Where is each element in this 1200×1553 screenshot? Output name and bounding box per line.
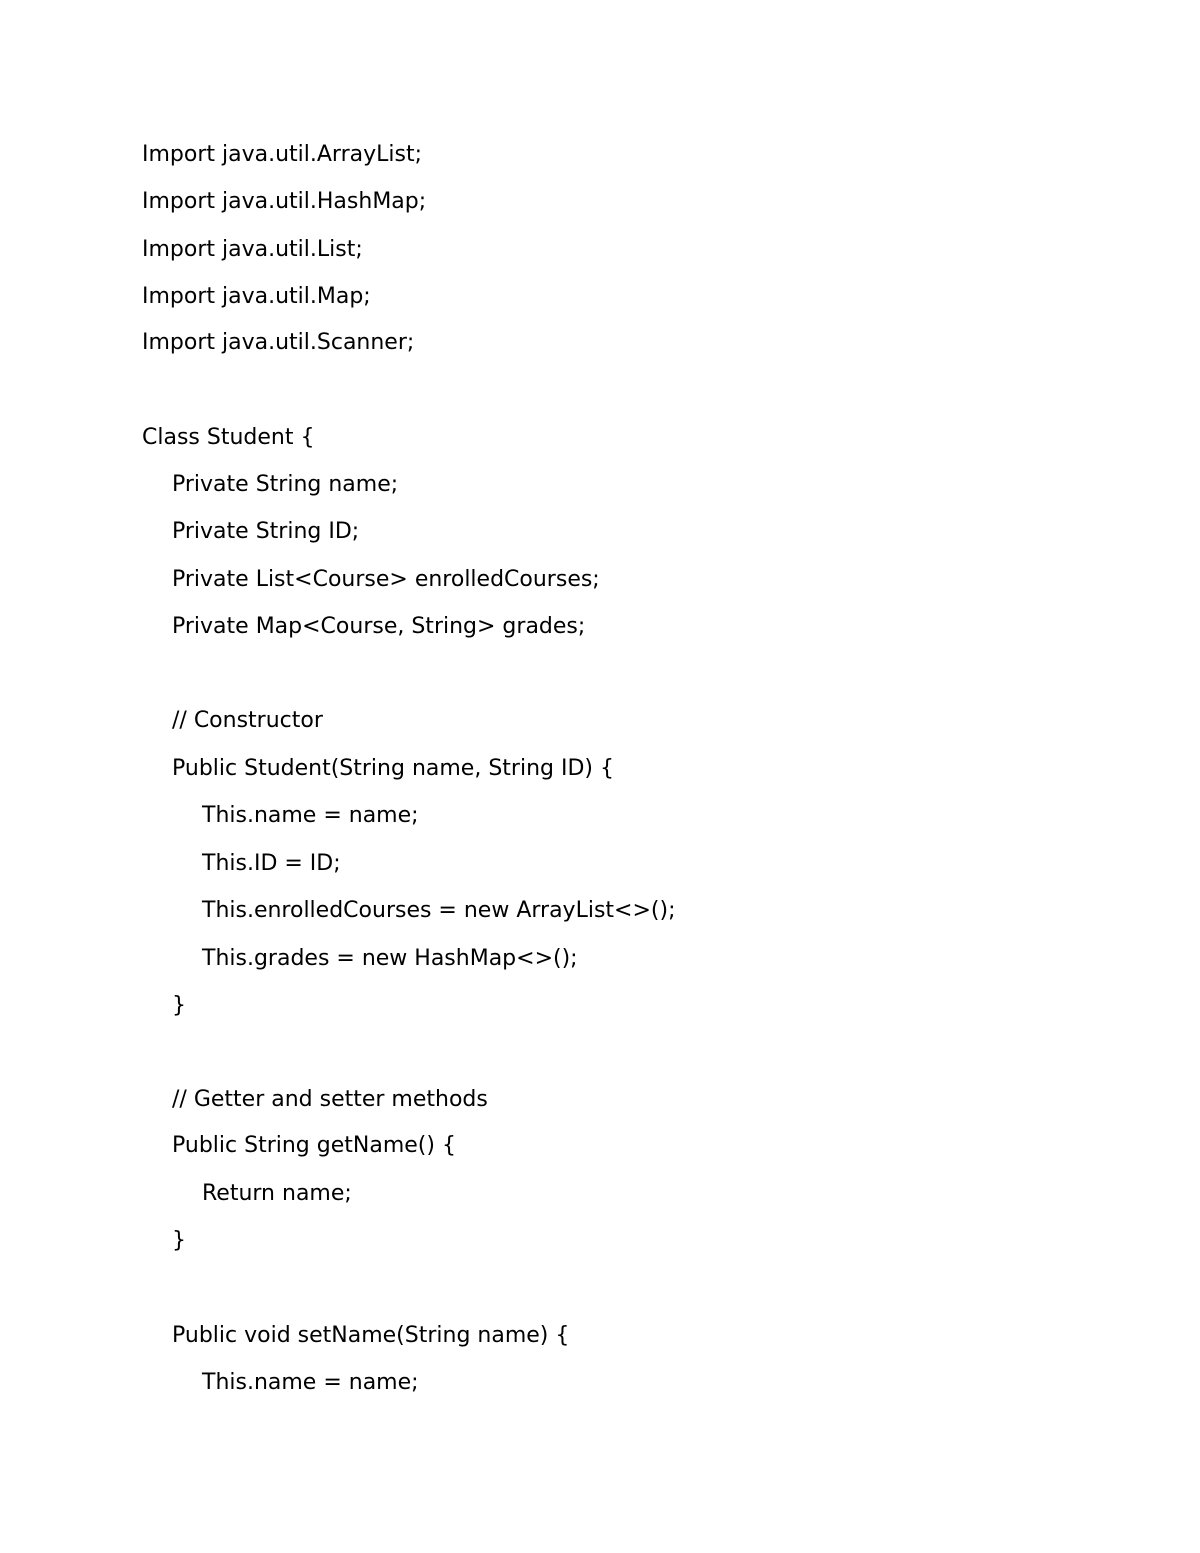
import-map-line: Import java.util.Map; bbox=[142, 284, 371, 309]
import-arraylist-line: Import java.util.ArrayList; bbox=[142, 142, 423, 167]
import-scanner-line: Import java.util.Scanner; bbox=[142, 330, 415, 355]
field-grades-line: Private Map<Course, String> grades; bbox=[172, 614, 586, 639]
getname-close-brace-line: } bbox=[172, 1228, 186, 1253]
assign-name-line: This.name = name; bbox=[202, 803, 419, 828]
field-name-line: Private String name; bbox=[172, 472, 399, 497]
getter-setter-comment-line: // Getter and setter methods bbox=[172, 1087, 488, 1112]
setname-assign-line: This.name = name; bbox=[202, 1370, 419, 1395]
assign-enrolled-courses-line: This.enrolledCourses = new ArrayList<>(); bbox=[202, 898, 676, 923]
constructor-close-brace-line: } bbox=[172, 993, 186, 1018]
setname-signature-line: Public void setName(String name) { bbox=[172, 1323, 570, 1348]
field-id-line: Private String ID; bbox=[172, 519, 360, 544]
import-list-line: Import java.util.List; bbox=[142, 237, 363, 262]
constructor-comment-line: // Constructor bbox=[172, 708, 323, 733]
field-enrolled-courses-line: Private List<Course> enrolledCourses; bbox=[172, 567, 600, 592]
return-name-line: Return name; bbox=[202, 1181, 352, 1206]
constructor-signature-line: Public Student(String name, String ID) { bbox=[172, 756, 614, 781]
getname-signature-line: Public String getName() { bbox=[172, 1133, 456, 1158]
assign-grades-line: This.grades = new HashMap<>(); bbox=[202, 946, 578, 971]
assign-id-line: This.ID = ID; bbox=[202, 851, 341, 876]
import-hashmap-line: Import java.util.HashMap; bbox=[142, 189, 427, 214]
class-declaration-line: Class Student { bbox=[142, 425, 315, 450]
